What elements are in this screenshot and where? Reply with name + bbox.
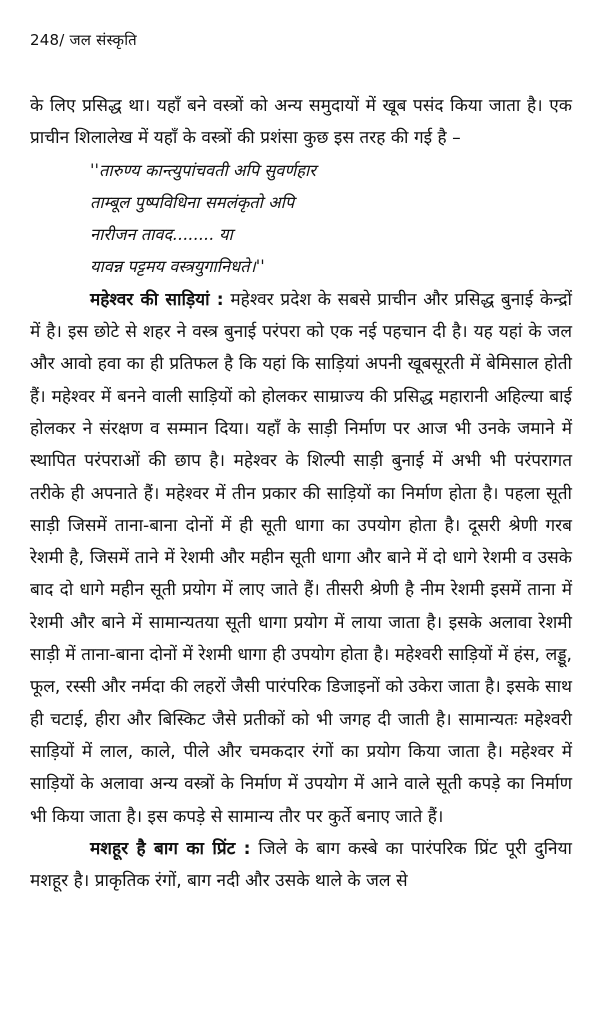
intro-paragraph: के लिए प्रसिद्ध था। यहाँ बने वस्त्रों को अन्य समुदायों में खूब पसंद किया जाता है। एक प्राचीन शिलालेख में यहाँ के वस्त्रों की प्रशंसा कुछ इस तरह की गई है –: [30, 96, 572, 149]
quote-line: ताम्बूल पुष्पविधिना समलंकृतो अपि: [90, 192, 295, 212]
body-text: [30, 90, 572, 897]
quote-line: ''तारुण्य कान्त्युपांचवती अपि सुवर्णहार: [90, 160, 316, 180]
bagh-paragraph: [30, 833, 572, 898]
quote-line: यावन्न पट्टमय वस्त्रयुगानिधते।'': [90, 257, 265, 277]
quote-line: नारीजन तावद........ या: [90, 225, 233, 245]
bagh-heading: मशहूर है बाग का प्रिंट :: [90, 838, 251, 859]
maheshwar-text: महेश्वर प्रदेश के सबसे प्राचीन और प्रसिद्ध बुनाई केन्द्रों में है। इस छोटे से शहर ने वस्त्र बुनाई परंपरा को एक नई पहचान दी है। यह यहां के जल और आवो हवा का ही प्रतिफल है कि यहां कि साड़ियां अपनी खूबसूरती में बेमिसाल होती हैं। महेश्वर में बनने वाली साड़ियों को होलकर साम्राज्य की प्रसिद्ध महारानी अहिल्या बाई होलकर ने संरक्षण व सम्मान दिया। यहाँ के साड़ी निर्माण पर आज भी उनके जमाने में स्थापित परंपराओं की छाप है। महेश्वर के शिल्पी साड़ी बुनाई में अभी भी परंपरागत तरीके ही अपनाते हैं। महेश्वर में तीन प्रकार की साड़ियों का निर्माण होता है। पहला सूती साड़ी जिसमें ताना-बाना दोनों में ही सूती धागा का उपयोग होता है। दूसरी श्रेणी गरब रेशमी है, जिसमें ताने में रेशमी और महीन सूती धागा और बाने में दो धागे रेशमी व उसके बाद दो धागे महीन सूती प्रयोग में लाए जाते हैं। तीसरी श्रेणी है नीम रेशमी इसमें ताना में रेशमी और बाने में सामान्यतया सूती धागा प्रयोग में लाया जाता है। इसके अलावा रेशमी साड़ी में ताना-बाना दोनों में रेशमी धागा ही उपयोग होता है। महेश्वरी साड़ियों में हंस, लड्डू, फूल, रस्सी और नर्मदा की लहरों जैसी पारंपरिक डिजाइनों को उकेरा जाता है। इसके साथ ही चटाई, हीरा और बिस्किट जैसे प्रतीकों को भी जगह दी जाती है। सामान्यतः महेश्वरी साड़ियों में लाल, काले, पीले और चमकदार रंगों का प्रयोग किया जाता है। महेश्वर में साड़ियों के अलावा अन्य वस्त्रों के निर्माण में उपयोग में आने वाले सूती कपड़े का निर्माण भी किया जाता है। इस कपड़े से सामान्य तौर पर कुर्ते बनाए जाते हैं।: [30, 289, 572, 827]
running-head: 248/ जल संस्कृति: [30, 31, 137, 49]
maheshwar-paragraph: [30, 284, 572, 833]
sanskrit-quote: [90, 155, 572, 284]
maheshwar-heading: महेश्वर की साड़ियां :: [90, 289, 224, 310]
bagh-text: जिले के बाग कस्बे का पारंपरिक प्रिंट पूरी दुनिया मशहूर है। प्राकृतिक रंगों, बाग नदी और उसके थाले के जल से: [30, 838, 573, 892]
